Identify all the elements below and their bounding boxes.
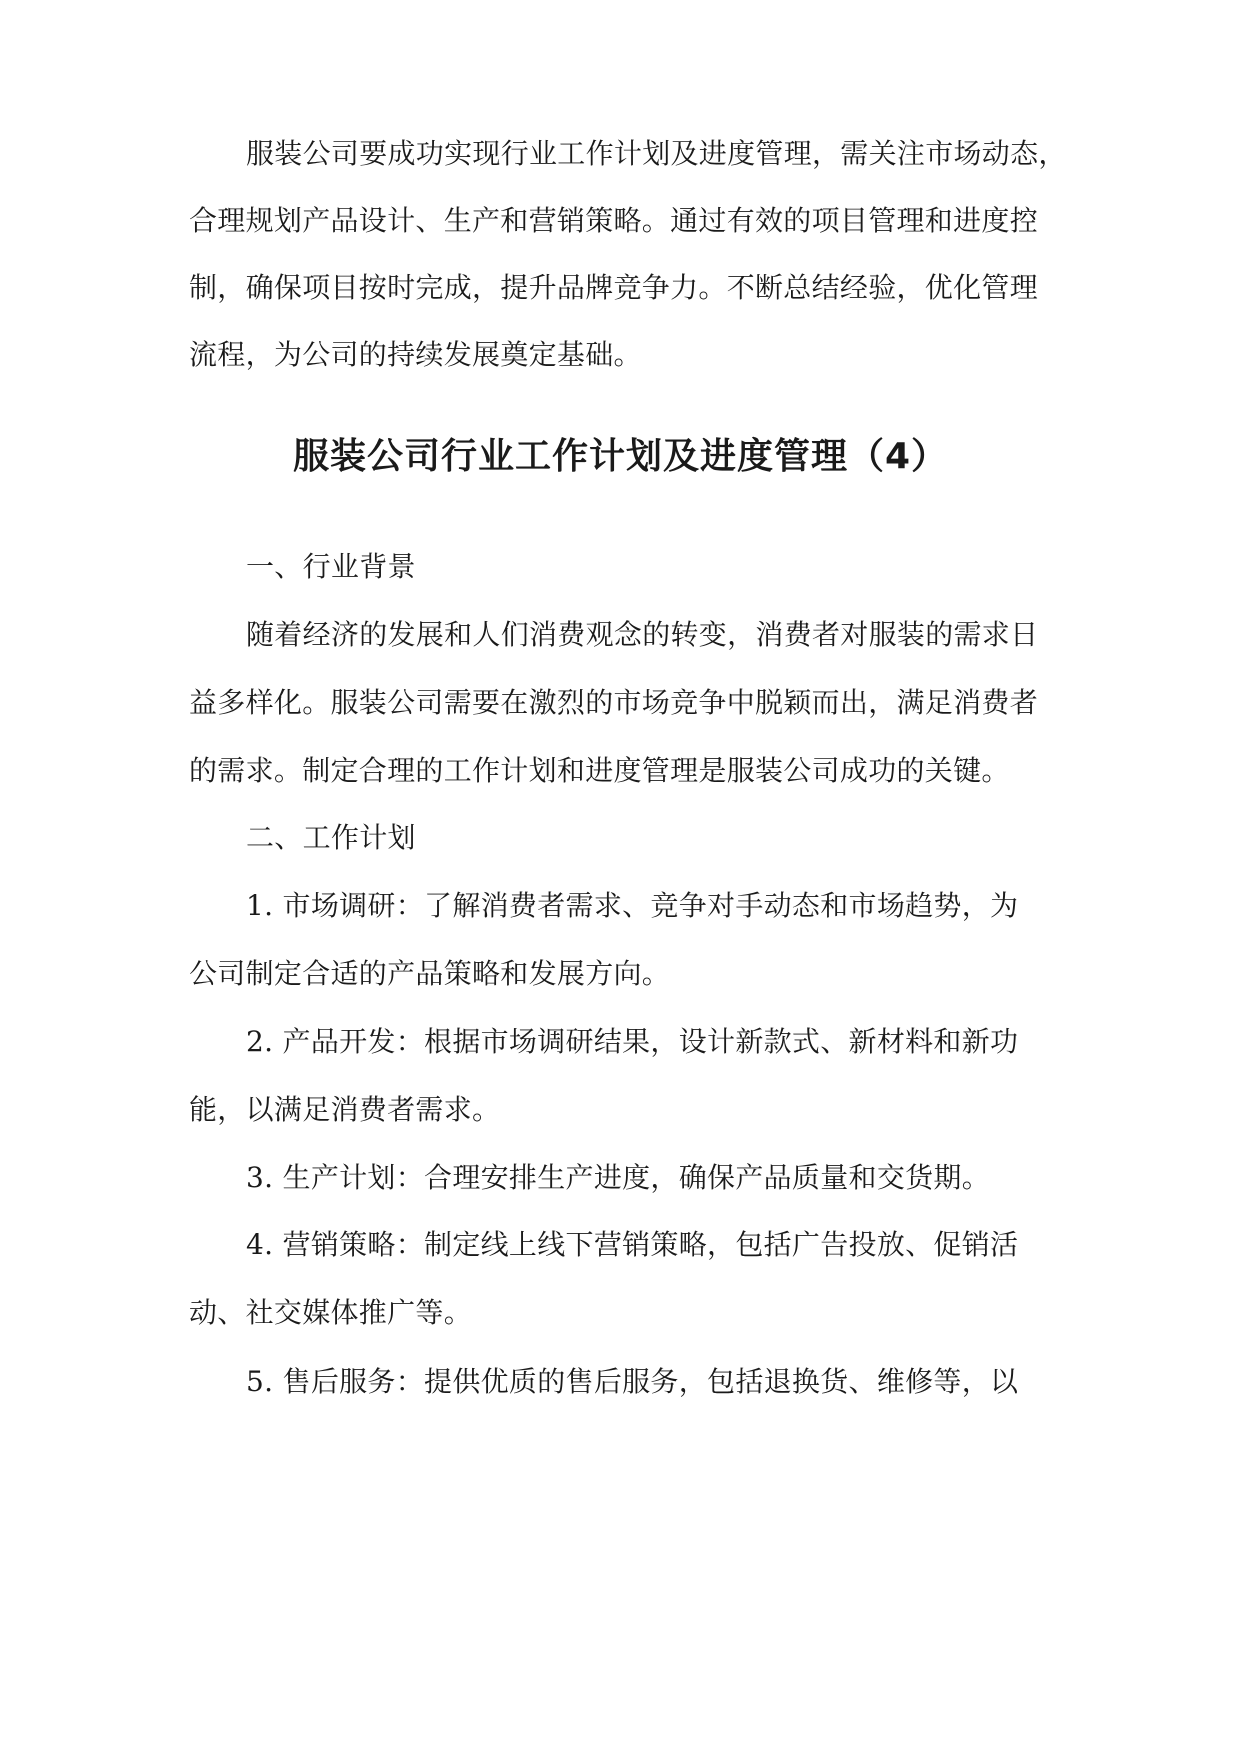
plan-item-2-line-2: 能，以满足消费者需求。 [189,1093,501,1126]
plan-item-3-line-1: 3. 生产计划：合理安排生产进度，确保产品质量和交货期。 [246,1161,991,1194]
section1-line-3: 的需求。制定合理的工作计划和进度管理是服装公司成功的关键。 [189,754,1010,787]
intro-line-4: 流程，为公司的持续发展奠定基础。 [189,338,642,371]
document-title: 服装公司行业工作计划及进度管理（4） [292,436,949,477]
plan-item-4-line-1: 4. 营销策略：制定线上线下营销策略，包括广告投放、促销活 [246,1228,1019,1261]
plan-item-5-line-1: 5. 售后服务：提供优质的售后服务，包括退换货、维修等，以 [246,1365,1019,1398]
plan-item-4-line-2: 动、社交媒体推广等。 [189,1296,473,1329]
section1-line-2: 益多样化。服装公司需要在激烈的市场竞争中脱颖而出，满足消费者 [189,686,1039,719]
intro-line-1: 服装公司要成功实现行业工作计划及进度管理，需关注市场动态， [246,137,1067,170]
plan-item-1-line-2: 公司制定合适的产品策略和发展方向。 [189,957,671,990]
plan-item-2-line-1: 2. 产品开发：根据市场调研结果，设计新款式、新材料和新功 [246,1025,1019,1058]
section2-heading: 二、工作计划 [246,821,416,854]
intro-line-3: 制，确保项目按时完成，提升品牌竞争力。不断总结经验，优化管理 [189,271,1039,304]
intro-line-2: 合理规划产品设计、生产和营销策略。通过有效的项目管理和进度控 [189,204,1039,237]
plan-item-1-line-1: 1. 市场调研：了解消费者需求、竞争对手动态和市场趋势，为 [246,889,1019,922]
section1-line-1: 随着经济的发展和人们消费观念的转变，消费者对服装的需求日 [246,618,1039,651]
section1-heading: 一、行业背景 [246,550,416,583]
